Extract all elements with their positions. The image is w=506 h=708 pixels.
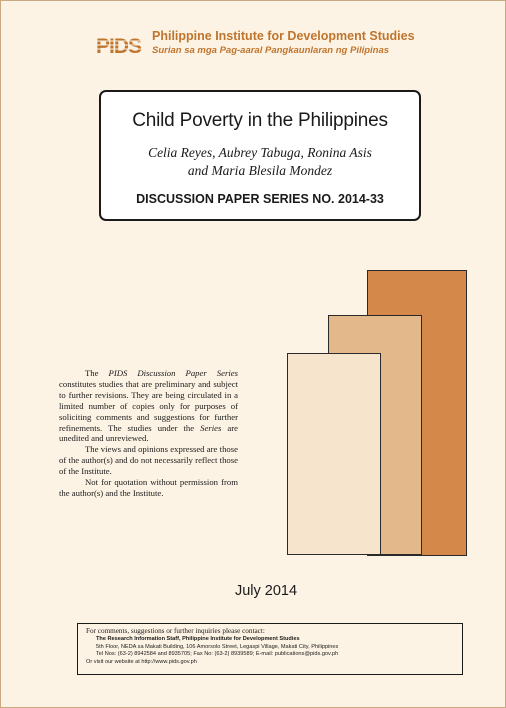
- title-box: [99, 90, 421, 221]
- paper-title: Child Poverty in the Philippines: [132, 110, 388, 131]
- disclaimer-series-word: Series: [200, 422, 222, 433]
- authors-line-1: Celia Reyes, Aubrey Tabuga, Ronina Asis: [148, 145, 372, 160]
- pids-logo-icon: [96, 33, 144, 57]
- contact-heading: For comments, suggestions or further inquiries please contact:: [86, 627, 265, 635]
- contact-line-4: Or visit our website at http://www.pids.gov.ph: [86, 658, 197, 665]
- contact-box: [77, 623, 463, 675]
- disclaimer-paragraph-2: The views and opinions expressed are those of the author(s) and do not necessarily reflect those of the Institute.: [59, 444, 238, 477]
- authors-line-2: and Maria Blesila Mondez: [187, 163, 333, 178]
- disclaimer-paragraph-1: [59, 368, 238, 444]
- disclaimer-p1-prefix: The: [85, 368, 109, 378]
- disclaimer-series-name: PIDS Discussion Paper Series: [108, 368, 238, 378]
- institute-subtitle: Surian sa mga Pag-aaral Pangkaunlaran ng Pilipinas: [152, 45, 390, 56]
- svg-text:PIDS: PIDS: [96, 35, 142, 57]
- disclaimer-text: [59, 368, 238, 499]
- disclaimer-p1-suffix: are unedited and unreviewed.: [59, 422, 238, 444]
- institute-name: Philippine Institute for Development Studies: [152, 29, 415, 43]
- publication-date: July 2014: [234, 583, 298, 599]
- contact-line-2: 5th Floor, NEDA sa Makati Building, 106 Amorsolo Street, Legaspi Village, Makati City, Philippines: [96, 643, 339, 650]
- disclaimer-p1-body: constitutes studies that are preliminary and subject to further revisions. They are being circulated in a limited number of copies only for purposes of soliciting comments and suggestions for further refinements. The studies under the: [59, 378, 238, 433]
- series-number: DISCUSSION PAPER SERIES NO. 2014-33: [136, 192, 384, 206]
- disclaimer-paragraph-3: Not for quotation without permission from the author(s) and the Institute.: [59, 477, 238, 498]
- decorative-rectangle-front: [287, 353, 381, 555]
- contact-line-1: The Research Information Staff, Philippine Institute for Development Studies: [96, 636, 300, 642]
- authors: [101, 144, 419, 180]
- contact-line-3: Tel Nos: (63-2) 8942584 and 8935705; Fax No: (63-2) 8939589; E-mail: publications@pids.gov.ph: [96, 651, 339, 658]
